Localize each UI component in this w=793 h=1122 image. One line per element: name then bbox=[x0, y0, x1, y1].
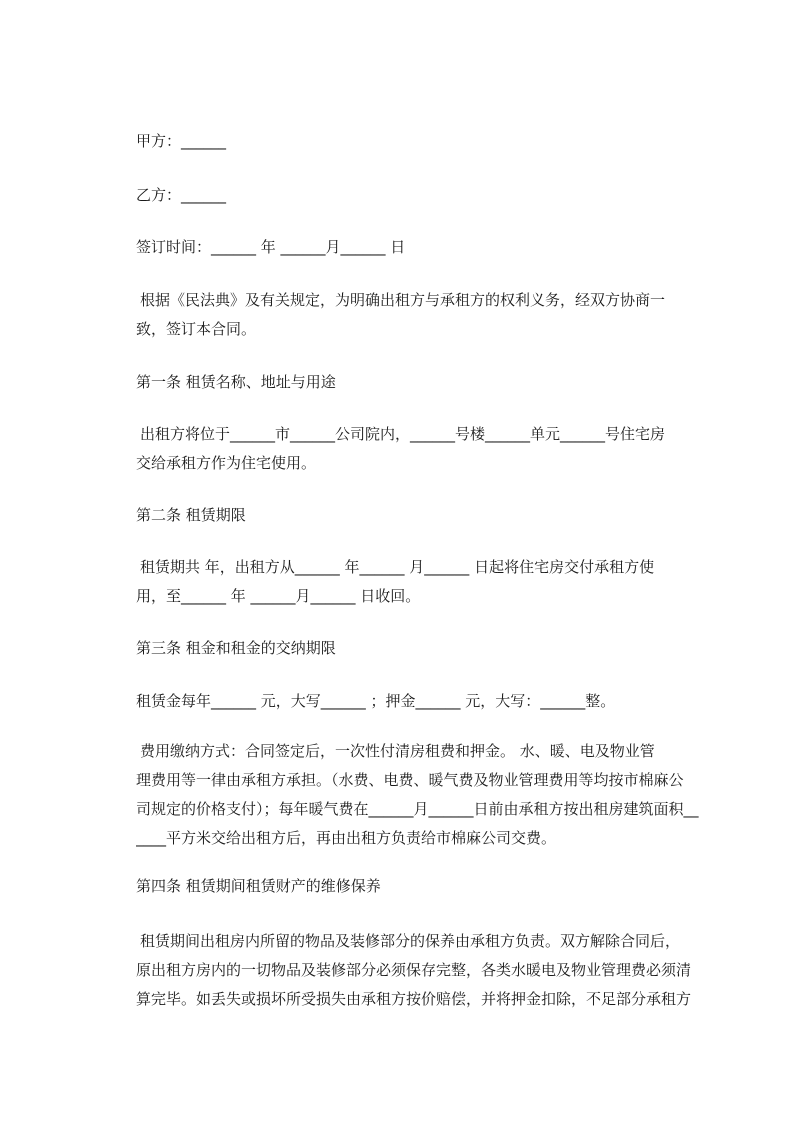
article3-fee-line-2: 理费用等一律由承租方承担。（水费、电费、暖气费及物业管理费用等均按市棉麻公 bbox=[136, 771, 684, 789]
article4-line-2: 原出租方房内的一切物品及装修部分必须保存完整，各类水暖电及物业管理费必须清 bbox=[136, 961, 692, 979]
party-a-line: 甲方：______ bbox=[136, 132, 227, 150]
sign-date-line: 签订时间：______ 年 ______月______ 日 bbox=[136, 238, 406, 256]
article3-rent-line: 租赁金每年______ 元，大写______ ；押金______ 元，大写：______整。 bbox=[136, 692, 616, 710]
article1-title: 第一条 租赁名称、地址与用途 bbox=[136, 373, 336, 391]
article4-line-1: 租赁期间出租房内所留的物品及装修部分的保养由承租方负责。双方解除合同后， bbox=[140, 932, 681, 950]
article2-line-1: 租赁期共 年，出租方从______ 年______ 月______ 日起将住宅房交付承租方使 bbox=[140, 558, 655, 576]
article1-paragraph bbox=[136, 420, 710, 478]
article3-fee-paragraph bbox=[136, 737, 710, 853]
article1-line-2: 交给承租方作为住宅使用。 bbox=[136, 454, 317, 472]
article4-paragraph bbox=[136, 927, 710, 1014]
article2-title: 第二条 租赁期限 bbox=[136, 506, 246, 524]
article2-line-2: 用，至______ 年 ______月______ 日收回。 bbox=[136, 587, 421, 605]
article2-paragraph bbox=[136, 553, 710, 611]
article3-fee-line-3: 司规定的价格支付）；每年暖气费在______月______日前由承租方按出租房建筑面积__ bbox=[136, 800, 699, 818]
article1-line-1: 出租方将位于______市______公司院内，______号楼______单元______号住宅房 bbox=[140, 425, 666, 443]
article3-fee-line-4: ____平方米交给出租方后，再由出租方负责给市棉麻公司交费。 bbox=[136, 829, 557, 847]
intro-paragraph bbox=[136, 286, 710, 344]
article4-line-3: 算完毕。如丢失或损坏所受损失由承租方按价赔偿，并将押金扣除，不足部分承租方 bbox=[136, 990, 692, 1008]
intro-line-2: 致，签订本合同。 bbox=[136, 320, 257, 338]
article4-title: 第四条 租赁期间租赁财产的维修保养 bbox=[136, 877, 381, 895]
article3-fee-line-1: 费用缴纳方式：合同签定后，一次性付清房租费和押金。 水、暖、电及物业管 bbox=[140, 742, 655, 760]
intro-line-1: 根据《民法典》及有关规定，为明确出租方与承租方的权利义务，经双方协商一 bbox=[140, 291, 666, 309]
party-b-line: 乙方：______ bbox=[136, 186, 227, 204]
article3-title: 第三条 租金和租金的交纳期限 bbox=[136, 639, 336, 657]
